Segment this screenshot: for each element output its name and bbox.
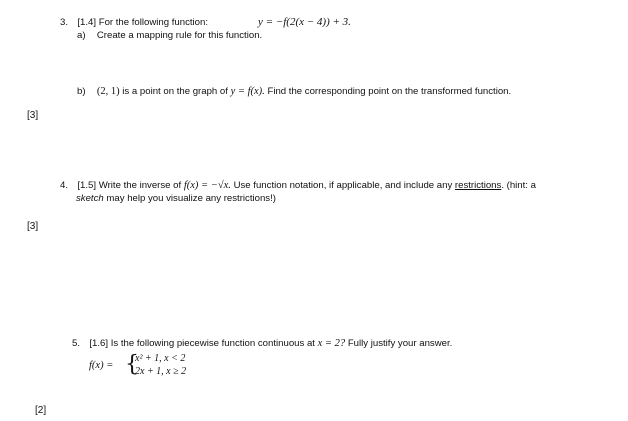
- question-4-restrictions: restrictions: [454, 180, 502, 191]
- question-4-line-1: [60, 180, 536, 192]
- piecewise-case-1: x² + 1, x < 2: [135, 353, 186, 364]
- part-b-point: (2, 1): [96, 86, 120, 97]
- question-4-function: f(x) = −√x.: [183, 180, 231, 191]
- question-5-text-2: Fully justify your answer.: [347, 338, 453, 349]
- question-4-text-1: Write the inverse of: [98, 180, 182, 191]
- question-5-marks: [2]: [35, 405, 47, 416]
- question-3-function: y = −f(2(x − 4)) + 3.: [258, 16, 351, 28]
- question-3-prompt: For the following function:: [98, 17, 209, 28]
- part-b-label: b): [77, 86, 86, 97]
- part-b-text-2: Find the corresponding point on the transformed function.: [267, 86, 512, 97]
- part-a-label: a): [77, 30, 86, 41]
- question-5-line-1: [72, 338, 452, 350]
- part-b-graph-function: y = f(x).: [230, 86, 265, 97]
- part-b-text-1: is a point on the graph of: [122, 86, 228, 97]
- question-4-marks: [3]: [27, 221, 39, 232]
- piecewise-fx: f(x) =: [89, 360, 114, 371]
- question-5-at-value: x = 2?: [317, 338, 346, 349]
- question-5-text-1: Is the following piecewise function continuous at: [110, 338, 315, 349]
- question-5-number: 5.: [72, 338, 81, 349]
- question-4-text-3: . (hint: a: [501, 180, 536, 191]
- question-3-marks: [3]: [27, 110, 39, 121]
- part-a-text: Create a mapping rule for this function.: [96, 30, 263, 41]
- question-4-text-2: Use function notation, if applicable, and include any: [233, 180, 453, 191]
- question-4-code: [1.5]: [77, 180, 97, 191]
- piecewise-case-2: 2x + 1, x ≥ 2: [135, 366, 187, 377]
- question-5-code: [1.6]: [89, 338, 109, 349]
- question-4-line-2: [76, 193, 276, 205]
- question-3-heading: [60, 17, 208, 29]
- piecewise-brace: {: [125, 352, 139, 377]
- question-3-number: 3.: [60, 17, 69, 28]
- question-3-part-b: [77, 86, 511, 98]
- question-4-sketch: sketch: [76, 193, 104, 204]
- question-3-part-a: [77, 30, 262, 42]
- question-4-line-2-rest: may help you visualize any restrictions!): [106, 193, 276, 204]
- question-3-code: [1.4]: [77, 17, 97, 28]
- question-4-number: 4.: [60, 180, 69, 191]
